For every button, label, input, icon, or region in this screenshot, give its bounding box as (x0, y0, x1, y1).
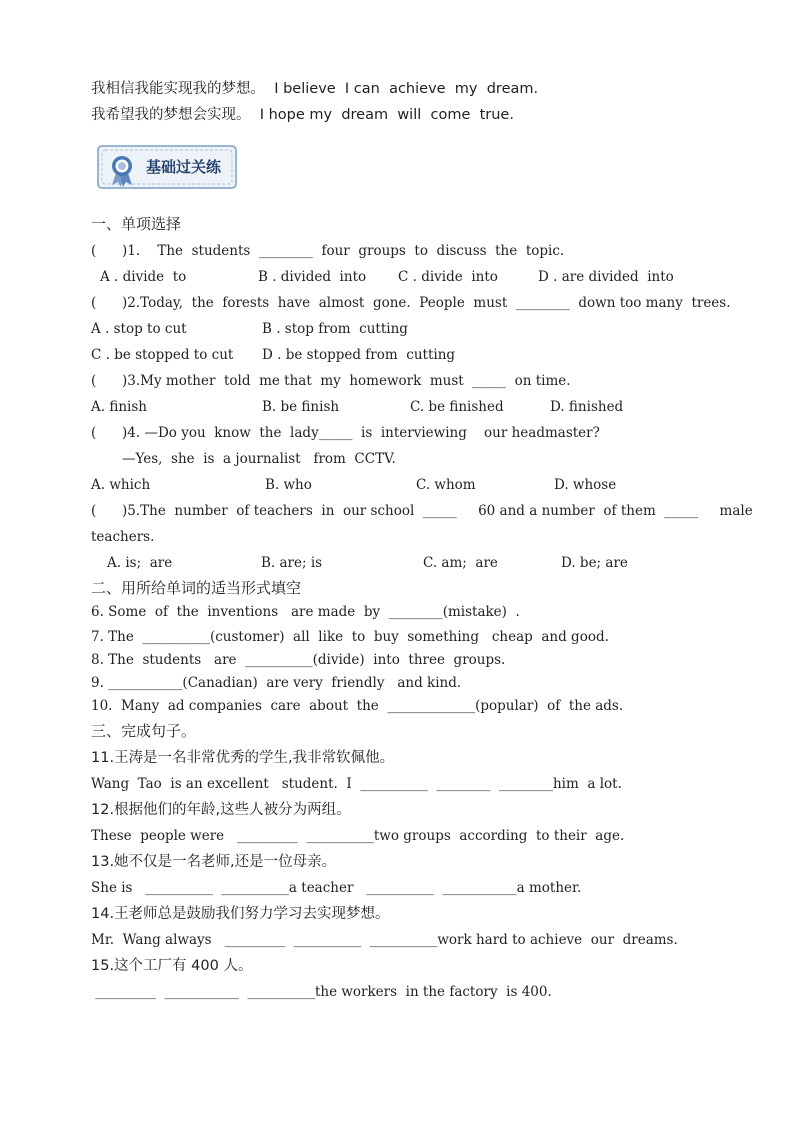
sentence-13-chinese: 13.她不仅是一名老师,还是一位母亲。 (91, 854, 337, 870)
fill-item-7: 7. The __________(customer) all like to buy something cheap and good. (91, 629, 609, 645)
q1-option-c: C . divide into (398, 269, 498, 285)
q4-option-d: D. whose (554, 477, 617, 493)
intro-line-1: 我相信我能实现我的梦想。 I believe I can achieve my dream. (91, 81, 539, 97)
fill-item-9: 9. ___________(Canadian) are very friendly and kind. (91, 675, 462, 691)
q3-option-a: A. finish (91, 399, 147, 415)
q4-stem: ( )4. —Do you know the lady_____ is interviewing our headmaster? (91, 425, 600, 441)
sentence-12-english: These people were _________ __________two groups according to their age. (91, 828, 625, 844)
section-banner (96, 143, 238, 191)
q5-option-a: A. is; are (107, 555, 173, 571)
q4-stem-reply: —Yes, she is a journalist from CCTV. (122, 451, 396, 467)
fill-item-10: 10. Many ad companies care about the _____________(popular) of the ads. (91, 698, 624, 714)
sentence-15-chinese: 15.这个工厂有 400 人。 (91, 958, 253, 974)
sentence-11-chinese: 11.王涛是一名非常优秀的学生,我非常钦佩他。 (91, 750, 395, 766)
sentence-14-chinese: 14.王老师总是鼓励我们努力学习去实现梦想。 (91, 906, 390, 922)
section3-title: 三、完成句子。 (91, 722, 197, 740)
q5-option-c: C. am; are (423, 555, 498, 571)
banner-title: 基础过关练 (146, 158, 222, 176)
q4-option-c: C. whom (416, 477, 476, 493)
sentence-13-english: She is __________ __________a teacher __________ ___________a mother. (91, 880, 582, 896)
q5-option-d: D. be; are (561, 555, 628, 571)
q3-option-b: B. be finish (262, 399, 340, 415)
sentence-12-chinese: 12.根据他们的年龄,这些人被分为两组。 (91, 802, 351, 818)
q4-option-a: A. which (91, 477, 151, 493)
sentence-11-english: Wang Tao is an excellent student. I __________ ________ ________him a lot. (91, 776, 622, 792)
medal-icon (112, 156, 132, 187)
sentence-15-english: _________ ___________ __________the workers in the factory is 400. (91, 984, 552, 1000)
q5-option-b: B. are; is (261, 555, 323, 571)
q5-stem: ( )5.The number of teachers in our school _____ 60 and a number of them _____ male (91, 503, 753, 519)
section1-title: 一、单项选择 (91, 215, 182, 233)
q1-option-a: A . divide to (100, 269, 187, 285)
intro-line-2: 我希望我的梦想会实现。 I hope my dream will come true. (91, 107, 514, 123)
fill-item-8: 8. The students are __________(divide) into three groups. (91, 652, 506, 668)
q1-option-d: D . are divided into (538, 269, 674, 285)
section2-title: 二、用所给单词的适当形式填空 (91, 579, 302, 597)
q3-option-d: D. finished (550, 399, 624, 415)
fill-item-6: 6. Some of the inventions are made by ________(mistake) . (91, 604, 520, 620)
q1-stem: ( )1. The students ________ four groups to discuss the topic. (91, 243, 565, 259)
q4-option-b: B. who (265, 477, 312, 493)
q3-stem: ( )3.My mother told me that my homework must _____ on time. (91, 373, 571, 389)
q1-option-b: B . divided into (258, 269, 367, 285)
q2-option-c: C . be stopped to cut (91, 347, 234, 363)
q3-option-c: C. be finished (410, 399, 504, 415)
q5-stem-continued: teachers. (91, 529, 155, 545)
sentence-14-english: Mr. Wang always _________ __________ __________work hard to achieve our dreams. (91, 932, 678, 948)
q2-stem: ( )2.Today, the forests have almost gone. People must ________ down too many trees. (91, 295, 731, 311)
q2-option-b: B . stop from cutting (262, 321, 408, 337)
q2-option-a: A . stop to cut (91, 321, 187, 337)
q2-option-d: D . be stopped from cutting (262, 347, 456, 363)
